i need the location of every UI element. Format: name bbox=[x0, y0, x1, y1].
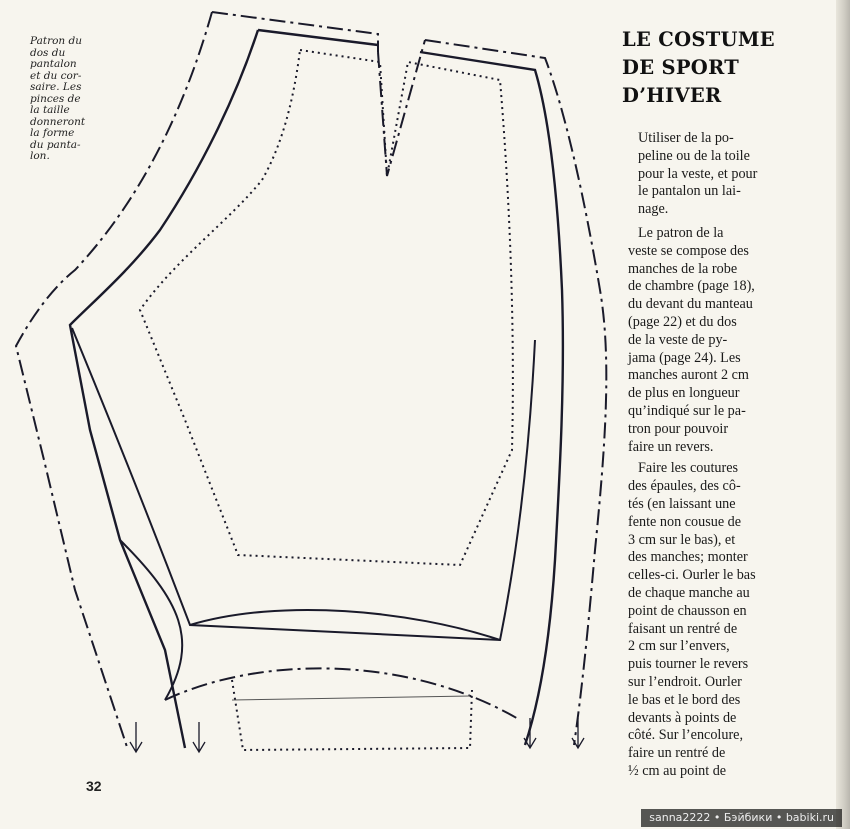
text-line: côté. Sur l’encolure, bbox=[628, 727, 744, 744]
text-line: des épaules, des cô- bbox=[628, 478, 741, 495]
text-line: manches de la robe bbox=[628, 260, 738, 277]
text-line: de chambre (page 18), bbox=[628, 278, 755, 295]
watermark: sanna2222 • Бэйбики • babiki.ru bbox=[641, 809, 842, 827]
article-body bbox=[628, 130, 788, 781]
article-title bbox=[622, 26, 812, 110]
text-line: puis tourner le revers bbox=[628, 656, 749, 673]
text-line: le pantalon un lai- bbox=[638, 183, 741, 200]
dotted-outline bbox=[140, 50, 513, 565]
outer-seam-line-right bbox=[425, 40, 606, 745]
hem-line bbox=[190, 610, 500, 640]
caption-line: lon. bbox=[30, 150, 50, 162]
caption-line: Patron du bbox=[30, 35, 82, 47]
text-line: de plus en longueur bbox=[628, 385, 740, 402]
text-line: le bas et le bord des bbox=[628, 691, 741, 708]
title-line: LE COSTUME bbox=[622, 28, 775, 51]
caption-line: dos du bbox=[30, 46, 66, 59]
text-line: manches auront 2 cm bbox=[628, 367, 749, 384]
lower-hem-dashdot bbox=[165, 668, 520, 720]
text-line: (page 22) et du dos bbox=[628, 313, 737, 330]
text-line: 3 cm sur le bas), et bbox=[628, 531, 736, 548]
text-line: faisant un rentré de bbox=[628, 620, 738, 637]
paragraph bbox=[628, 130, 788, 219]
text-line: celles-ci. Ourler le bas bbox=[628, 567, 756, 584]
text-line: faire un revers. bbox=[628, 438, 714, 455]
text-line: 2 cm sur l’envers, bbox=[628, 638, 730, 655]
text-line: tés (en laissant une bbox=[628, 495, 736, 512]
caption-line: la forme bbox=[30, 127, 75, 139]
text-line: des manches; monter bbox=[628, 549, 748, 566]
caption-line: donneront bbox=[30, 115, 86, 128]
cut-line-left bbox=[70, 30, 378, 748]
text-line: jama (page 24). Les bbox=[628, 349, 741, 366]
grain-line bbox=[232, 696, 470, 700]
caption-line: saire. Les bbox=[30, 81, 82, 93]
caption-line: pantalon bbox=[30, 58, 77, 70]
text-line: sur l’endroit. Ourler bbox=[628, 673, 742, 690]
text-line: nage. bbox=[638, 201, 669, 218]
caption-line: pinces de bbox=[30, 92, 81, 105]
caption-line: et du cor- bbox=[30, 69, 82, 82]
text-line: Utiliser de la po- bbox=[638, 130, 734, 146]
page-edge bbox=[836, 0, 850, 829]
text-line: point de chausson en bbox=[628, 602, 747, 619]
paragraph bbox=[628, 460, 788, 780]
arrow-down-icon bbox=[193, 722, 205, 752]
text-line: de chaque manche au bbox=[628, 584, 750, 601]
text-line: du devant du manteau bbox=[628, 296, 753, 313]
page-number: 32 bbox=[86, 778, 102, 794]
text-line: devants à points de bbox=[628, 709, 737, 726]
text-line: fente non cousue de bbox=[628, 513, 742, 530]
text-line: faire un rentré de bbox=[628, 745, 726, 762]
title-line: D’HIVER bbox=[622, 84, 722, 107]
paragraph bbox=[628, 225, 788, 456]
text-line: de la veste de py- bbox=[628, 331, 728, 348]
arrow-down-icon bbox=[130, 722, 142, 752]
text-line: peline ou de la toile bbox=[638, 147, 750, 164]
cut-line-right bbox=[420, 52, 563, 745]
title-line: DE SPORT bbox=[622, 56, 740, 79]
outer-seam-line-left bbox=[16, 12, 378, 750]
text-line: pour la veste, et pour bbox=[638, 165, 758, 182]
caption-line: du panta- bbox=[30, 138, 81, 151]
dotted-band bbox=[232, 680, 472, 750]
text-line: veste se compose des bbox=[628, 242, 749, 259]
text-line: Le patron de la bbox=[638, 224, 724, 241]
text-line: qu’indiqué sur le pa- bbox=[628, 402, 746, 419]
text-line: tron pour pouvoir bbox=[628, 420, 729, 437]
text-line: Faire les coutures bbox=[638, 460, 739, 477]
text-line: ½ cm au point de bbox=[628, 762, 727, 779]
caption-line: la taille bbox=[30, 104, 70, 116]
